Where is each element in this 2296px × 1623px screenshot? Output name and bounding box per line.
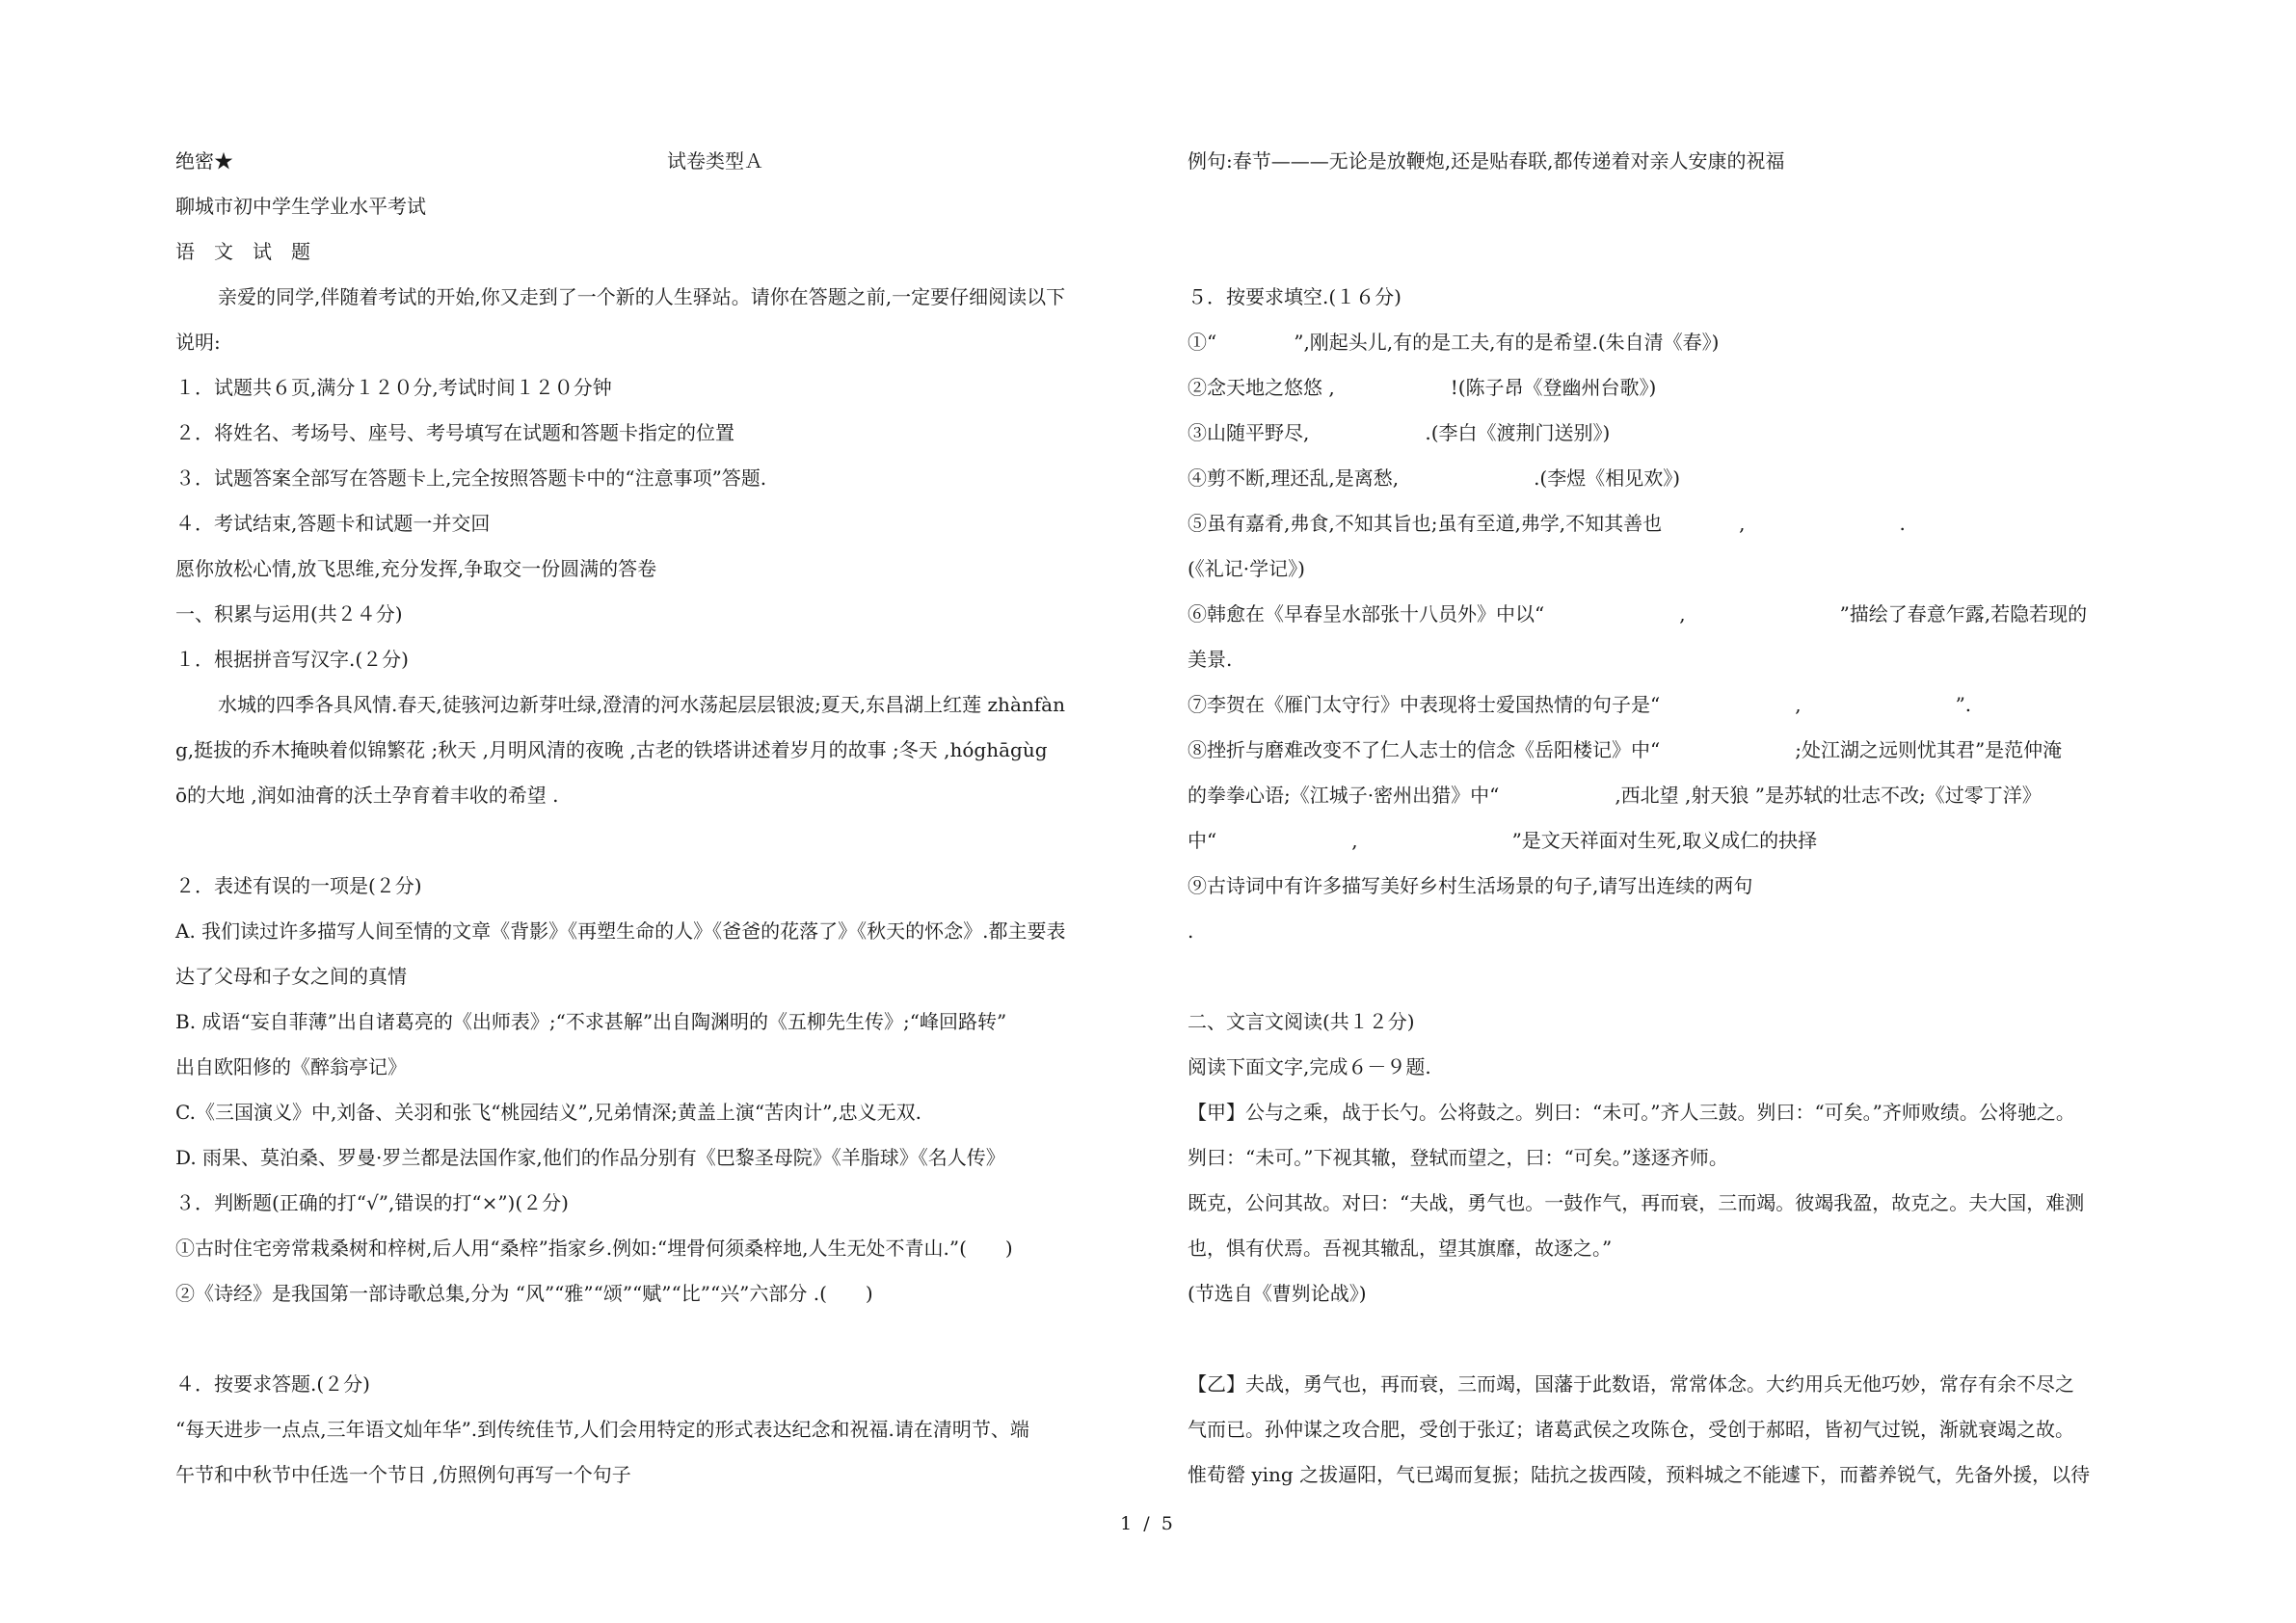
instruction-item: ３．试题答案全部写在答题卡上,完全按照答题卡中的“注意事项”答题. [175, 466, 767, 490]
question-heading: ３．判断题(正确的打“√”,错误的打“×”)(２分) [175, 1191, 569, 1214]
fill-blank-item: ⑤虽有嘉肴,弗食,不知其旨也;虽有至道,弗学,不知其善也 , . [1188, 512, 1906, 535]
fill-blank-item: 中“ , ”是文天祥面对生死,取义成仁的抉择 [1188, 829, 1818, 852]
subject-title: 语 文 试 题 [175, 240, 310, 263]
passage-text: g,挺拔的乔木掩映着似锦繁花 ;秋天 ,月明风清的夜晚 ,古老的铁塔讲述着岁月的故事 ;冬天 ,hóghāgùg [175, 738, 1048, 761]
passage-yi: 气而已。孙仲谋之攻合肥，受创于张辽；诸葛武侯之攻陈仓，受创于郝昭，皆初气过锐，渐就衰竭之故。 [1188, 1418, 2074, 1441]
blank-line [175, 1324, 1130, 1370]
fill-blank-item: ④剪不断,理还乱,是离愁, .(李煜《相见欢》) [1188, 466, 1681, 490]
question-text: 午节和中秋节中任选一个节日 ,仿照例句再写一个句子 [175, 1463, 631, 1486]
page-number: 1 / 5 [1120, 1513, 1176, 1534]
fill-blank-item: 美景. [1188, 648, 1233, 671]
passage-yi: 惟荀罃 ying 之拔逼阳，气已竭而复振；陆抗之拔西陵，预料城之不能遽下，而蓄养锐气，先备外援，以待 [1188, 1463, 2091, 1486]
fill-blank-item: ⑦李贺在《雁门太守行》中表现将士爱国热情的句子是“ , ”. [1188, 693, 1972, 716]
fill-blank-item: 的拳拳心语;《江城子·密州出猎》中“ ,西北望 ,射天狼 ”是苏轼的壮志不改;《过零丁洋》 [1188, 784, 2042, 807]
fill-blank-item: ⑥韩愈在《早春呈水部张十八员外》中以“ , ”描绘了春意乍露,若隐若现的 [1188, 602, 2088, 625]
right-column [1188, 146, 2132, 1505]
blank-line [1188, 237, 2132, 282]
passage-jia: 刿曰：“未可。”下视其辙，登轼而望之，曰：“可矣。”遂逐齐师。 [1188, 1146, 1728, 1169]
option-b: B. 成语“妄自菲薄”出自诸葛亮的《出师表》;“不求甚解”出自陶渊明的《五柳先生传》;“峰回路转” [175, 1010, 1007, 1033]
question-heading: ５．按要求填空.(１６分) [1188, 285, 1402, 308]
left-column [175, 146, 1130, 1505]
passage-yi: 【乙】夫战，勇气也，再而衰，三而竭，国藩于此数语，常常体念。大约用兵无他巧妙，常存有余不尽之 [1188, 1372, 2074, 1396]
judgement-item: ①古时住宅旁常栽桑树和梓树,后人用“桑梓”指家乡.例如:“埋骨何须桑梓地,人生无处不青山.”( ) [175, 1237, 1013, 1260]
instruction-item: ２．将姓名、考场号、座号、考号填写在试题和答题卡指定的位置 [175, 421, 734, 444]
encouragement-text: 愿你放松心情,放飞思维,充分发挥,争取交一份圆满的答卷 [175, 557, 657, 580]
question-heading: ２．表述有误的一项是(２分) [175, 874, 422, 897]
fill-blank-item: ①“ ”,刚起头儿,有的是工夫,有的是希望.(朱自清《春》) [1188, 331, 1720, 354]
option-c: C.《三国演义》中,刘备、关羽和张飞“桃园结义”,兄弟情深;黄盖上演“苦肉计”,忠义无双. [175, 1101, 922, 1124]
option-d: D. 雨果、莫泊桑、罗曼·罗兰都是法国作家,他们的作品分别有《巴黎圣母院》《羊脂球》《名人传》 [175, 1146, 1005, 1169]
intro-text: 说明: [175, 331, 221, 354]
secret-mark: 绝密★ [175, 149, 233, 173]
passage-jia: 既克，公问其故。对曰：“夫战，勇气也。一鼓作气，再而衰，三而竭。彼竭我盈，故克之。夫大国，难测 [1188, 1191, 2085, 1214]
passage-text: ō的大地 ,润如油膏的沃土孕育着丰收的希望 . [175, 784, 559, 807]
exam-title: 聊城市初中学生学业水平考试 [175, 195, 426, 218]
passage-text: 水城的四季各具风情.春天,徒骇河边新芽吐绿,澄清的河水荡起层层银波;夏天,东昌湖上红莲 zhànfàn [218, 693, 1065, 716]
question-heading: ４．按要求答题.(２分) [175, 1372, 370, 1396]
question-text: 阅读下面文字,完成６－９题. [1188, 1055, 1431, 1078]
option-b: 出自欧阳修的《醉翁亭记》 [175, 1055, 407, 1078]
option-a: 达了父母和子女之间的真情 [175, 965, 407, 988]
intro-text: 亲爱的同学,伴随着考试的开始,你又走到了一个新的人生驿站。请你在答题之前,一定要仔细阅读以下 [218, 285, 1066, 308]
header-row [175, 146, 1130, 192]
instruction-item: ４．考试结束,答题卡和试题一并交回 [175, 512, 491, 535]
judgement-item: ②《诗经》是我国第一部诗歌总集,分为 “风”“雅”“颂”“赋”“比”“兴”六部分 .( ) [175, 1282, 873, 1305]
question-heading: １．根据拼音写汉字.(２分) [175, 648, 409, 671]
fill-blank-item: ⑧挫折与磨难改变不了仁人志士的信念《岳阳楼记》中“ ;处江湖之远则忧其君”是范仲淹 [1188, 738, 2063, 761]
example-sentence: 例句:春节———无论是放鞭炮,还是贴春联,都传递着对亲人安康的祝福 [1188, 149, 1785, 173]
fill-blank-item: ③山随平野尽, .(李白《渡荆门送别》) [1188, 421, 1611, 444]
section-heading: 二、文言文阅读(共１２分) [1188, 1010, 1415, 1033]
instruction-item: １．试题共６页,满分１２０分,考试时间１２０分钟 [175, 376, 612, 399]
blank-line [1188, 192, 2132, 237]
fill-blank-item: ⑨古诗词中有许多描写美好乡村生活场景的句子,请写出连续的两句 [1188, 874, 1753, 897]
blank-line [1188, 1324, 2132, 1370]
option-a: A. 我们读过许多描写人间至情的文章《背影》《再塑生命的人》《爸爸的花落了》《秋天的怀念》.都主要表 [175, 919, 1066, 943]
fill-blank-item: (《礼记·学记》) [1188, 557, 1305, 580]
section-heading: 一、积累与运用(共２４分) [175, 602, 403, 625]
blank-line [1188, 962, 2132, 1007]
fill-blank-item: ②念天地之悠悠 , !(陈子昂《登幽州台歌》) [1188, 376, 1657, 399]
fill-blank-item: . [1188, 919, 1194, 943]
question-text: “每天进步一点点,三年语文灿年华”.到传统佳节,人们会用特定的形式表达纪念和祝福.请在清明节、端 [175, 1418, 1029, 1441]
blank-line [175, 826, 1130, 871]
passage-source: (节选自《曹刿论战》) [1188, 1282, 1367, 1305]
passage-jia: 【甲】公与之乘，战于长勺。公将鼓之。刿曰：“未可。”齐人三鼓。刿曰：“可矣。”齐师败绩。公将驰之。 [1188, 1101, 2075, 1124]
passage-jia: 也，惧有伏焉。吾视其辙乱，望其旗靡，故逐之。” [1188, 1237, 1613, 1260]
paper-type: 试卷类型Ａ [667, 149, 763, 173]
